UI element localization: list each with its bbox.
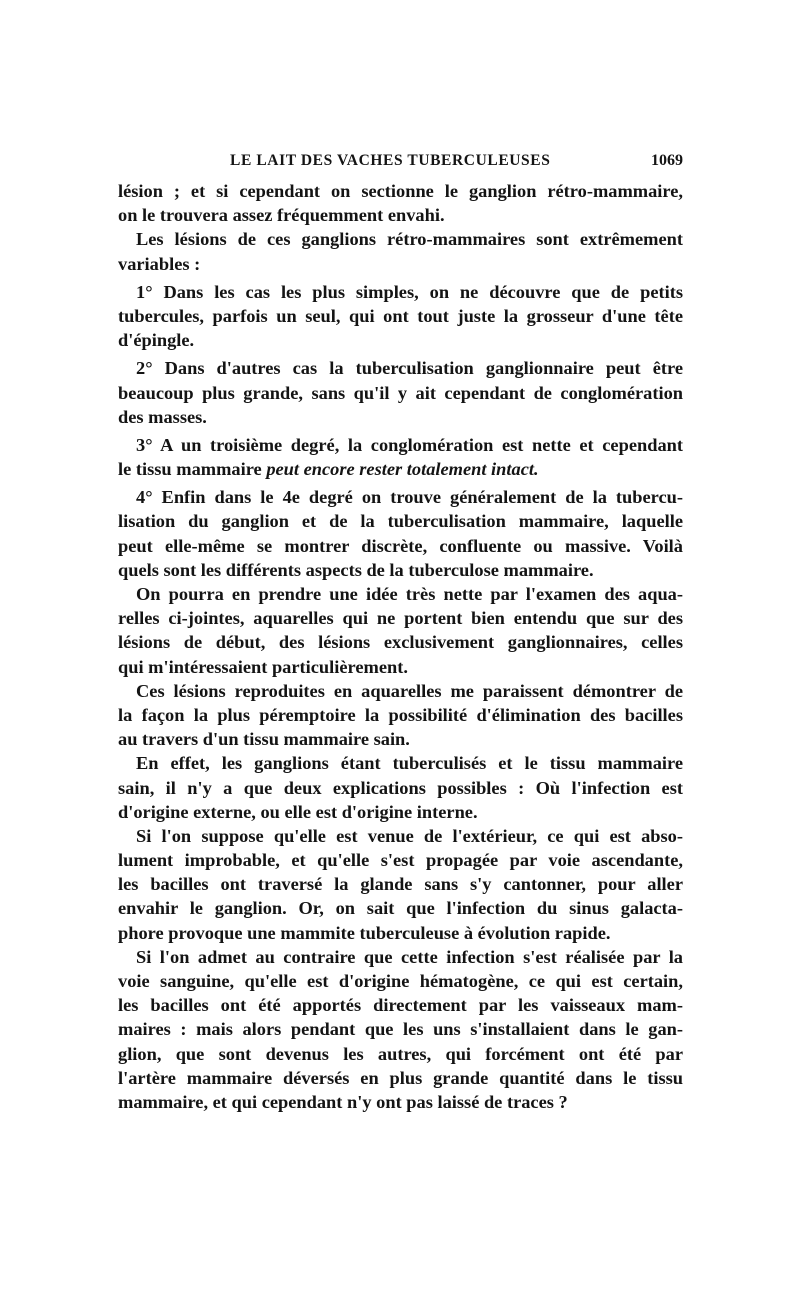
text-line — [118, 1066, 683, 1090]
running-header — [118, 152, 683, 176]
text-line-content: lisation du ganglion et de la tuberculisation mammaire, laquelle — [118, 511, 683, 532]
text-line — [118, 751, 683, 775]
page-number: 1069 — [651, 152, 683, 169]
text-line-content: on le trouvera assez fréquemment envahi. — [118, 205, 445, 226]
text-line — [118, 457, 683, 481]
text-line-content: voie sanguine, qu'elle est d'origine hématogène, ce qui est certain, — [118, 971, 683, 991]
text-line — [118, 896, 683, 920]
text-line — [118, 824, 683, 848]
text-line — [118, 304, 683, 328]
text-line — [118, 921, 683, 945]
body-text — [118, 179, 683, 1114]
text-line — [118, 1090, 683, 1114]
text-line-content: tubercules, parfois un seul, qui ont tout juste la grosseur d'une tête — [118, 305, 683, 326]
text-line — [118, 405, 683, 429]
text-line-content: d'origine externe, ou elle est d'origine interne. — [118, 801, 478, 822]
text-line-content: relles ci-jointes, aquarelles qui ne portent bien entendu que sur des — [118, 608, 683, 629]
text-line — [118, 630, 683, 654]
text-line — [118, 203, 683, 227]
text-line — [118, 381, 683, 405]
text-line — [118, 509, 683, 533]
text-line — [118, 433, 683, 457]
text-line — [118, 679, 683, 703]
text-line-content: l'artère mammaire déversés en plus grande quantité dans le tissu — [118, 1067, 683, 1088]
text-line-content: glion, que sont devenus les autres, qui forcément ont été par — [118, 1043, 683, 1064]
text-line-content: la façon la plus péremptoire la possibilité d'élimination des bacilles — [118, 704, 683, 725]
text-line-content: mammaire, et qui cependant n'y ont pas laissé de traces ? — [118, 1091, 568, 1112]
text-line — [118, 558, 683, 582]
text-line — [118, 606, 683, 630]
text-line-content: Les lésions de ces ganglions rétro-mammaires sont extrêmement — [136, 229, 683, 250]
text-line-content: phore provoque une mammite tuberculeuse à évolution rapide. — [118, 922, 611, 943]
text-line — [118, 534, 683, 558]
text-line — [118, 1017, 683, 1041]
text-line-content: lésion ; et si cependant on sectionne le ganglion rétro-mammaire, — [118, 181, 683, 201]
text-line — [118, 280, 683, 304]
text-line-content: beaucoup plus grande, sans qu'il y ait cependant de conglomération — [118, 382, 683, 403]
text-line-content: On pourra en prendre une idée très nette par l'examen des aqua- — [136, 584, 683, 604]
text-line-content: envahir le ganglion. Or, on sait que l'infection du sinus galacta- — [118, 898, 683, 919]
text-line-content: au travers d'un tissu mammaire sain. — [118, 729, 410, 750]
text-line-content: le tissu mammaire — [118, 459, 262, 480]
text-line — [118, 1042, 683, 1066]
text-line-content: d'épingle. — [118, 330, 195, 351]
text-line — [118, 252, 683, 276]
text-line-content: quels sont les différents aspects de la tuberculose mammaire. — [118, 559, 594, 580]
text-line — [118, 582, 683, 606]
text-line-content: lésions de début, des lésions exclusivement ganglionnaires, celles — [118, 632, 683, 653]
text-line — [118, 703, 683, 727]
text-line-content: 4° Enfin dans le 4e degré on trouve généralement de la tubercu- — [136, 487, 683, 508]
text-line-content: En effet, les ganglions étant tuberculisés et le tissu mammaire — [136, 753, 683, 774]
running-title: LE LAIT DES VACHES TUBERCULEUSES — [230, 152, 551, 169]
text-line — [118, 485, 683, 509]
text-line — [118, 655, 683, 679]
text-line-content: peut elle-même se montrer discrète, confluente ou massive. Voilà — [118, 535, 683, 556]
text-line-content: les bacilles ont été apportés directement par les vaisseaux mam- — [118, 995, 683, 1016]
text-line-content: Si l'on suppose qu'elle est venue de l'extérieur, ce qui est abso- — [136, 825, 683, 846]
text-line-content: maires : mais alors pendant que les uns s'installaient dans le gan- — [118, 1019, 683, 1040]
text-line-content: Si l'on admet au contraire que cette infection s'est réalisée par la — [136, 946, 683, 967]
text-line — [118, 800, 683, 824]
text-line — [118, 945, 683, 969]
text-line-content: 2° Dans d'autres cas la tuberculisation ganglionnaire peut être — [136, 358, 683, 379]
text-line — [118, 848, 683, 872]
text-line — [118, 993, 683, 1017]
text-line-content: Ces lésions reproduites en aquarelles me paraissent démontrer de — [136, 680, 683, 701]
text-line — [118, 227, 683, 251]
text-line — [118, 328, 683, 352]
text-line-content: sain, il n'y a que deux explications possibles : Où l'infection est — [118, 777, 683, 798]
text-line — [118, 727, 683, 751]
text-line — [118, 872, 683, 896]
text-line — [118, 776, 683, 800]
text-line-content: 3° A un troisième degré, la conglomération est nette et cependant — [136, 434, 683, 455]
italic-phrase: peut encore rester totalement intact. — [266, 459, 539, 480]
text-line-content: 1° Dans les cas les plus simples, on ne découvre que de petits — [136, 281, 683, 302]
text-line-content: qui m'intéressaient particulièrement. — [118, 656, 408, 677]
text-line-content: des masses. — [118, 406, 207, 427]
text-line — [118, 179, 683, 203]
text-line-content: les bacilles ont traversé la glande sans s'y cantonner, pour aller — [118, 874, 683, 895]
text-line — [118, 969, 683, 993]
text-line-content: lument improbable, et qu'elle s'est propagée par voie ascendante, — [118, 850, 683, 871]
text-line — [118, 356, 683, 380]
text-line-content: variables : — [118, 253, 201, 274]
